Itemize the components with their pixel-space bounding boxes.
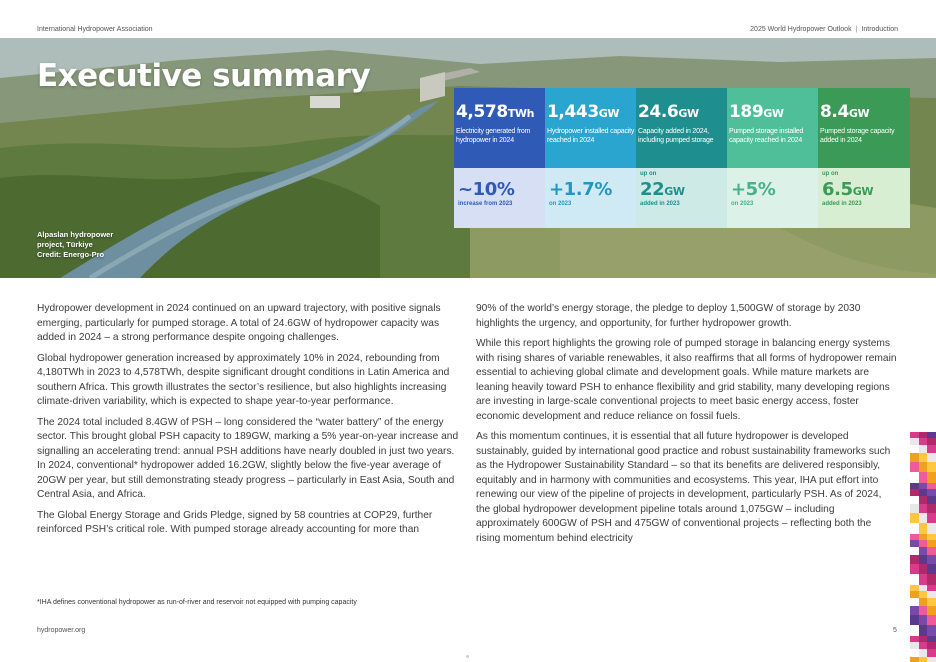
body-paragraph: As this momentum continues, it is essential that all future hydropower is developed sustainably, guided by international good practice and robust sustainability frameworks such as the Hydropower Sustainability Standard – so that its benefits are delivered responsibly, equitably and in harmony with communities and ecosystems. This year, IHA put effort into renewing our view of the pipeline of projects in development, particularly PSH. As of 2024, the global hydropower development pipeline totals around 1,075GW – including approximately 600GW of PSH and 475GW of conventional projects – reflecting both the rising momentum behind electricity — [476, 431, 891, 544]
stat-card — [727, 88, 819, 228]
change-value — [458, 179, 546, 200]
page-number: 5 — [893, 627, 897, 634]
header-organization: International Hydropower Association — [37, 26, 153, 33]
caption-line: Credit: Energo-Pro — [37, 250, 105, 259]
caption-line: Alpaslan hydropower — [37, 230, 114, 239]
body-paragraph: The 2024 total included 8.4GW of PSH – long considered the “water battery” of the energy sector. This brought global PSH capacity to 189GW, marking a 5% year-on-year increase and signalling an accelerating trend: annual PSH additions have nearly doubled in just two years. In 2024, conventional* hydropower added 16.2GW, slightly below the five-year average of 20GW per year, but still demonstrating steady progress – particularly in East Asia, South and Central Asia, and Africa. — [37, 416, 459, 500]
header-publication: 2025 World Hydropower Outlook — [750, 26, 852, 33]
photo-caption — [37, 230, 113, 260]
stat-value — [729, 102, 819, 122]
stat-change — [636, 168, 728, 228]
change-label: increase from 2023 — [458, 201, 513, 207]
stat-headline — [545, 88, 637, 168]
stat-headline — [727, 88, 819, 168]
change-prefix — [549, 171, 637, 179]
change-label: on 2023 — [731, 201, 754, 207]
change-number: ~10% — [458, 179, 515, 200]
body-column-right — [476, 302, 898, 552]
stat-unit: GW — [763, 107, 784, 120]
key-stats — [454, 88, 909, 228]
stat-number: 24.6 — [638, 102, 679, 122]
caption-line: project, Türkiye — [37, 240, 93, 249]
body-paragraph: While this report highlights the growing role of pumped storage in balancing energy systems with rising shares of variable renewables, it also reaffirms that all forms of hydropower remain essential to achieving global climate and development goals. While mature markets are leaning heavily toward PSH to enhance flexibility and grid stability, many developing regions are investing in large-scale conventional projects to meet basic energy access, foster economic development and reduce reliance on fossil fuels. — [476, 338, 897, 422]
change-number: +1.7% — [549, 179, 613, 200]
stat-unit: GW — [598, 107, 620, 120]
body-paragraph: 90% of the world’s energy storage, the pledge to deploy 1,500GW of storage by 2030 highlights the urgency, and opportunity, for further hydropower growth. — [476, 303, 861, 329]
stat-description: Electricity generated from hydropower in 2024 — [456, 128, 531, 144]
stat-headline — [636, 88, 728, 168]
stat-card — [818, 88, 910, 228]
stat-card — [454, 88, 546, 228]
hero-image — [0, 38, 936, 278]
stat-number: 8.4 — [820, 102, 849, 122]
stat-card — [545, 88, 637, 228]
stat-number: 189 — [729, 102, 764, 122]
page-dot — [466, 655, 469, 658]
stat-description: Pumped storage capacity added in 2024 — [820, 128, 895, 144]
change-prefix: up on — [822, 171, 839, 177]
change-prefix: up on — [640, 171, 657, 177]
change-number: +5% — [731, 179, 776, 200]
change-value — [549, 179, 637, 200]
change-unit: GW — [852, 185, 874, 198]
decorative-pattern — [910, 432, 936, 662]
stat-headline — [818, 88, 910, 168]
stat-value — [638, 102, 728, 122]
stat-change — [545, 168, 637, 228]
stat-value — [820, 102, 910, 122]
running-header — [37, 26, 898, 36]
stat-card — [636, 88, 728, 228]
stat-description: Pumped storage installed capacity reached in 2024 — [729, 128, 804, 144]
stat-unit: TWh — [507, 107, 535, 120]
change-unit: GW — [664, 185, 685, 198]
page-title: Executive summary — [37, 58, 371, 94]
header-separator: | — [855, 26, 858, 33]
stat-description: Hydropower installed capacity reached in 2024 — [547, 128, 635, 144]
stat-change — [818, 168, 910, 228]
change-prefix — [731, 171, 819, 179]
stat-change — [454, 168, 546, 228]
stat-number: 1,443 — [547, 102, 599, 122]
stat-headline — [454, 88, 546, 168]
stat-value — [456, 102, 546, 122]
stat-unit: GW — [678, 107, 699, 120]
stat-unit: GW — [848, 107, 870, 120]
change-number: 6.5 — [822, 179, 853, 200]
body-column-left — [37, 302, 459, 544]
change-label: added in 2023 — [640, 201, 680, 207]
stat-change — [727, 168, 819, 228]
change-label: added in 2023 — [822, 201, 862, 207]
change-number: 22 — [640, 179, 665, 200]
stat-number: 4,578 — [456, 102, 508, 122]
change-prefix — [458, 171, 546, 179]
header-breadcrumb — [750, 26, 898, 33]
change-value — [731, 179, 819, 200]
body-paragraph: Hydropower development in 2024 continued on an upward trajectory, with positive signals emerging, particularly for pumped storage. A total of 24.6GW of hydropower capacity was added in 2024 – a strong performance despite ongoing challenges. — [37, 303, 441, 343]
body-paragraph: The Global Energy Storage and Grids Pledge, signed by 58 countries at COP29, further reinforced PSH’s critical role. With pumped storage already accounting for more than — [37, 509, 433, 535]
change-value — [640, 179, 728, 200]
change-value — [822, 179, 910, 200]
stat-value — [547, 102, 637, 122]
stat-description: Capacity added in 2024, including pumped storage — [638, 128, 714, 144]
website-link[interactable]: hydropower.org — [37, 627, 86, 634]
change-label: on 2023 — [549, 201, 572, 207]
header-section: Introduction — [861, 26, 898, 33]
body-paragraph: Global hydropower generation increased by approximately 10% in 2024, rebounding from 4,180TWh in 2023 to 4,578TWh, despite significant drought conditions in Latin America and southern Africa. This growth illustrates the sector’s resilience, but also highlights increasing climate-driven variability, which is expected to shape year-to-year performance. — [37, 352, 450, 407]
footnote: *IHA defines conventional hydropower as run-of-river and reservoir not equipped with pumping capacity — [37, 599, 357, 606]
